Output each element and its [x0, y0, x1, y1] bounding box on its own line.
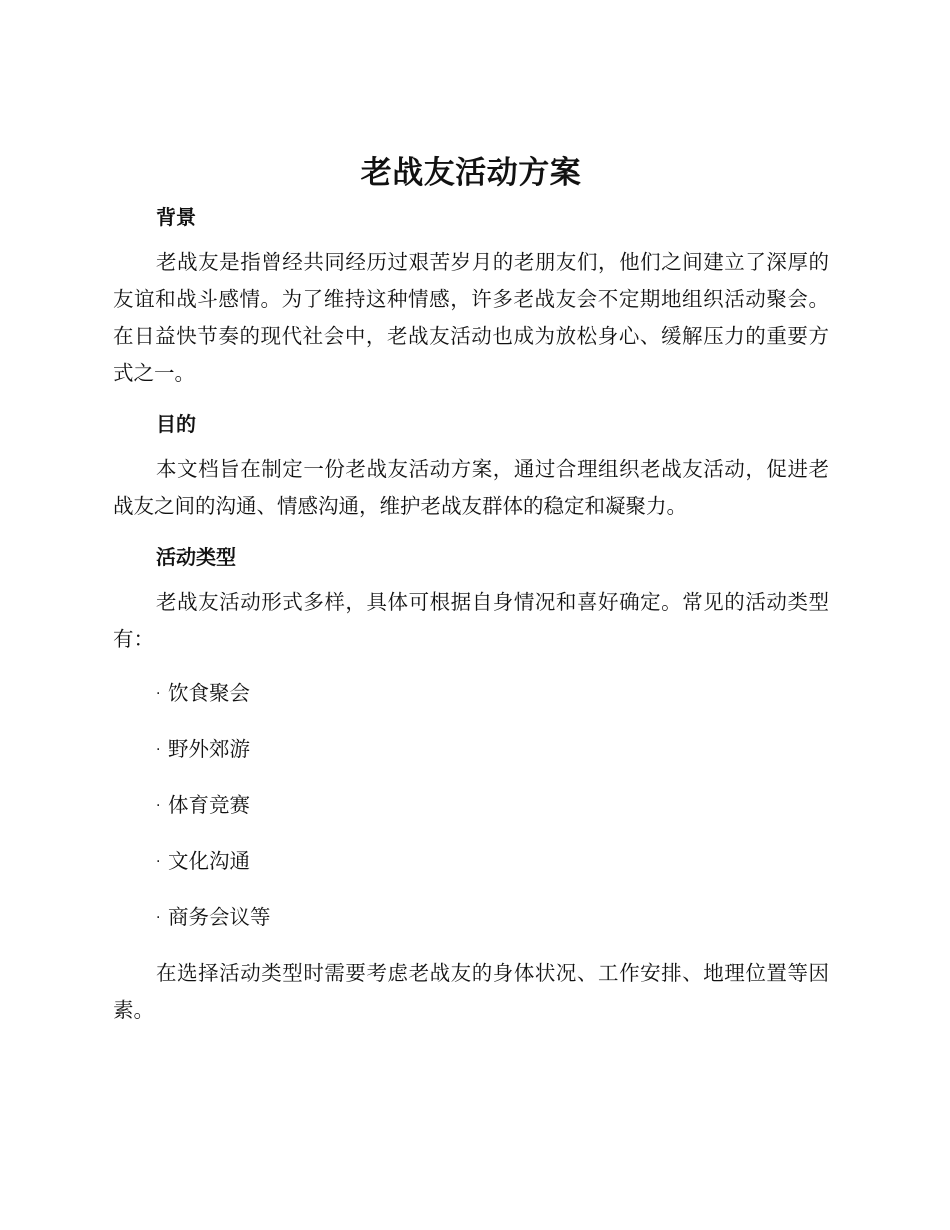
section-heading-purpose: 目的 [156, 412, 196, 436]
activity-types-outro: 在选择活动类型时需要考虑老战友的身体状况、工作安排、地理位置等因素。 [113, 961, 829, 1022]
section-activity-types [113, 542, 829, 1029]
activity-types-intro: 老战友活动形式多样，具体可根据自身情况和喜好确定。常见的活动类型有： [113, 590, 829, 651]
list-item-label: 商务会议等 [168, 905, 271, 929]
activity-type-list [113, 675, 829, 937]
list-item-label: 野外郊游 [168, 737, 250, 761]
document-page [113, 150, 829, 1046]
document-title: 老战友活动方案 [360, 155, 582, 191]
bullet-dot-icon: · [156, 798, 161, 814]
list-item [113, 787, 829, 825]
list-item-label: 饮食聚会 [168, 681, 250, 705]
list-item [113, 675, 829, 713]
background-paragraph: 老战友是指曾经共同经历过艰苦岁月的老朋友们，他们之间建立了深厚的友谊和战斗感情。为了维持这种情感，许多老战友会不定期地组织活动聚会。在日益快节奏的现代社会中，老战友活动也成为放松身心、缓解压力的重要方式之一。 [113, 250, 829, 385]
list-item [113, 899, 829, 937]
section-purpose [113, 409, 829, 525]
section-heading-activity-types: 活动类型 [156, 545, 236, 569]
bullet-dot-icon: · [156, 910, 161, 926]
list-item [113, 731, 829, 769]
purpose-paragraph: 本文档旨在制定一份老战友活动方案，通过合理组织老战友活动，促进老战友之间的沟通、情感沟通，维护老战友群体的稳定和凝聚力。 [113, 457, 829, 518]
list-item-label: 体育竞赛 [168, 793, 250, 817]
list-item-label: 文化沟通 [168, 849, 250, 873]
section-heading-background: 背景 [156, 205, 196, 229]
bullet-dot-icon: · [156, 854, 161, 870]
bullet-dot-icon: · [156, 742, 161, 758]
section-background [113, 202, 829, 392]
bullet-dot-icon: · [156, 686, 161, 702]
list-item [113, 843, 829, 881]
